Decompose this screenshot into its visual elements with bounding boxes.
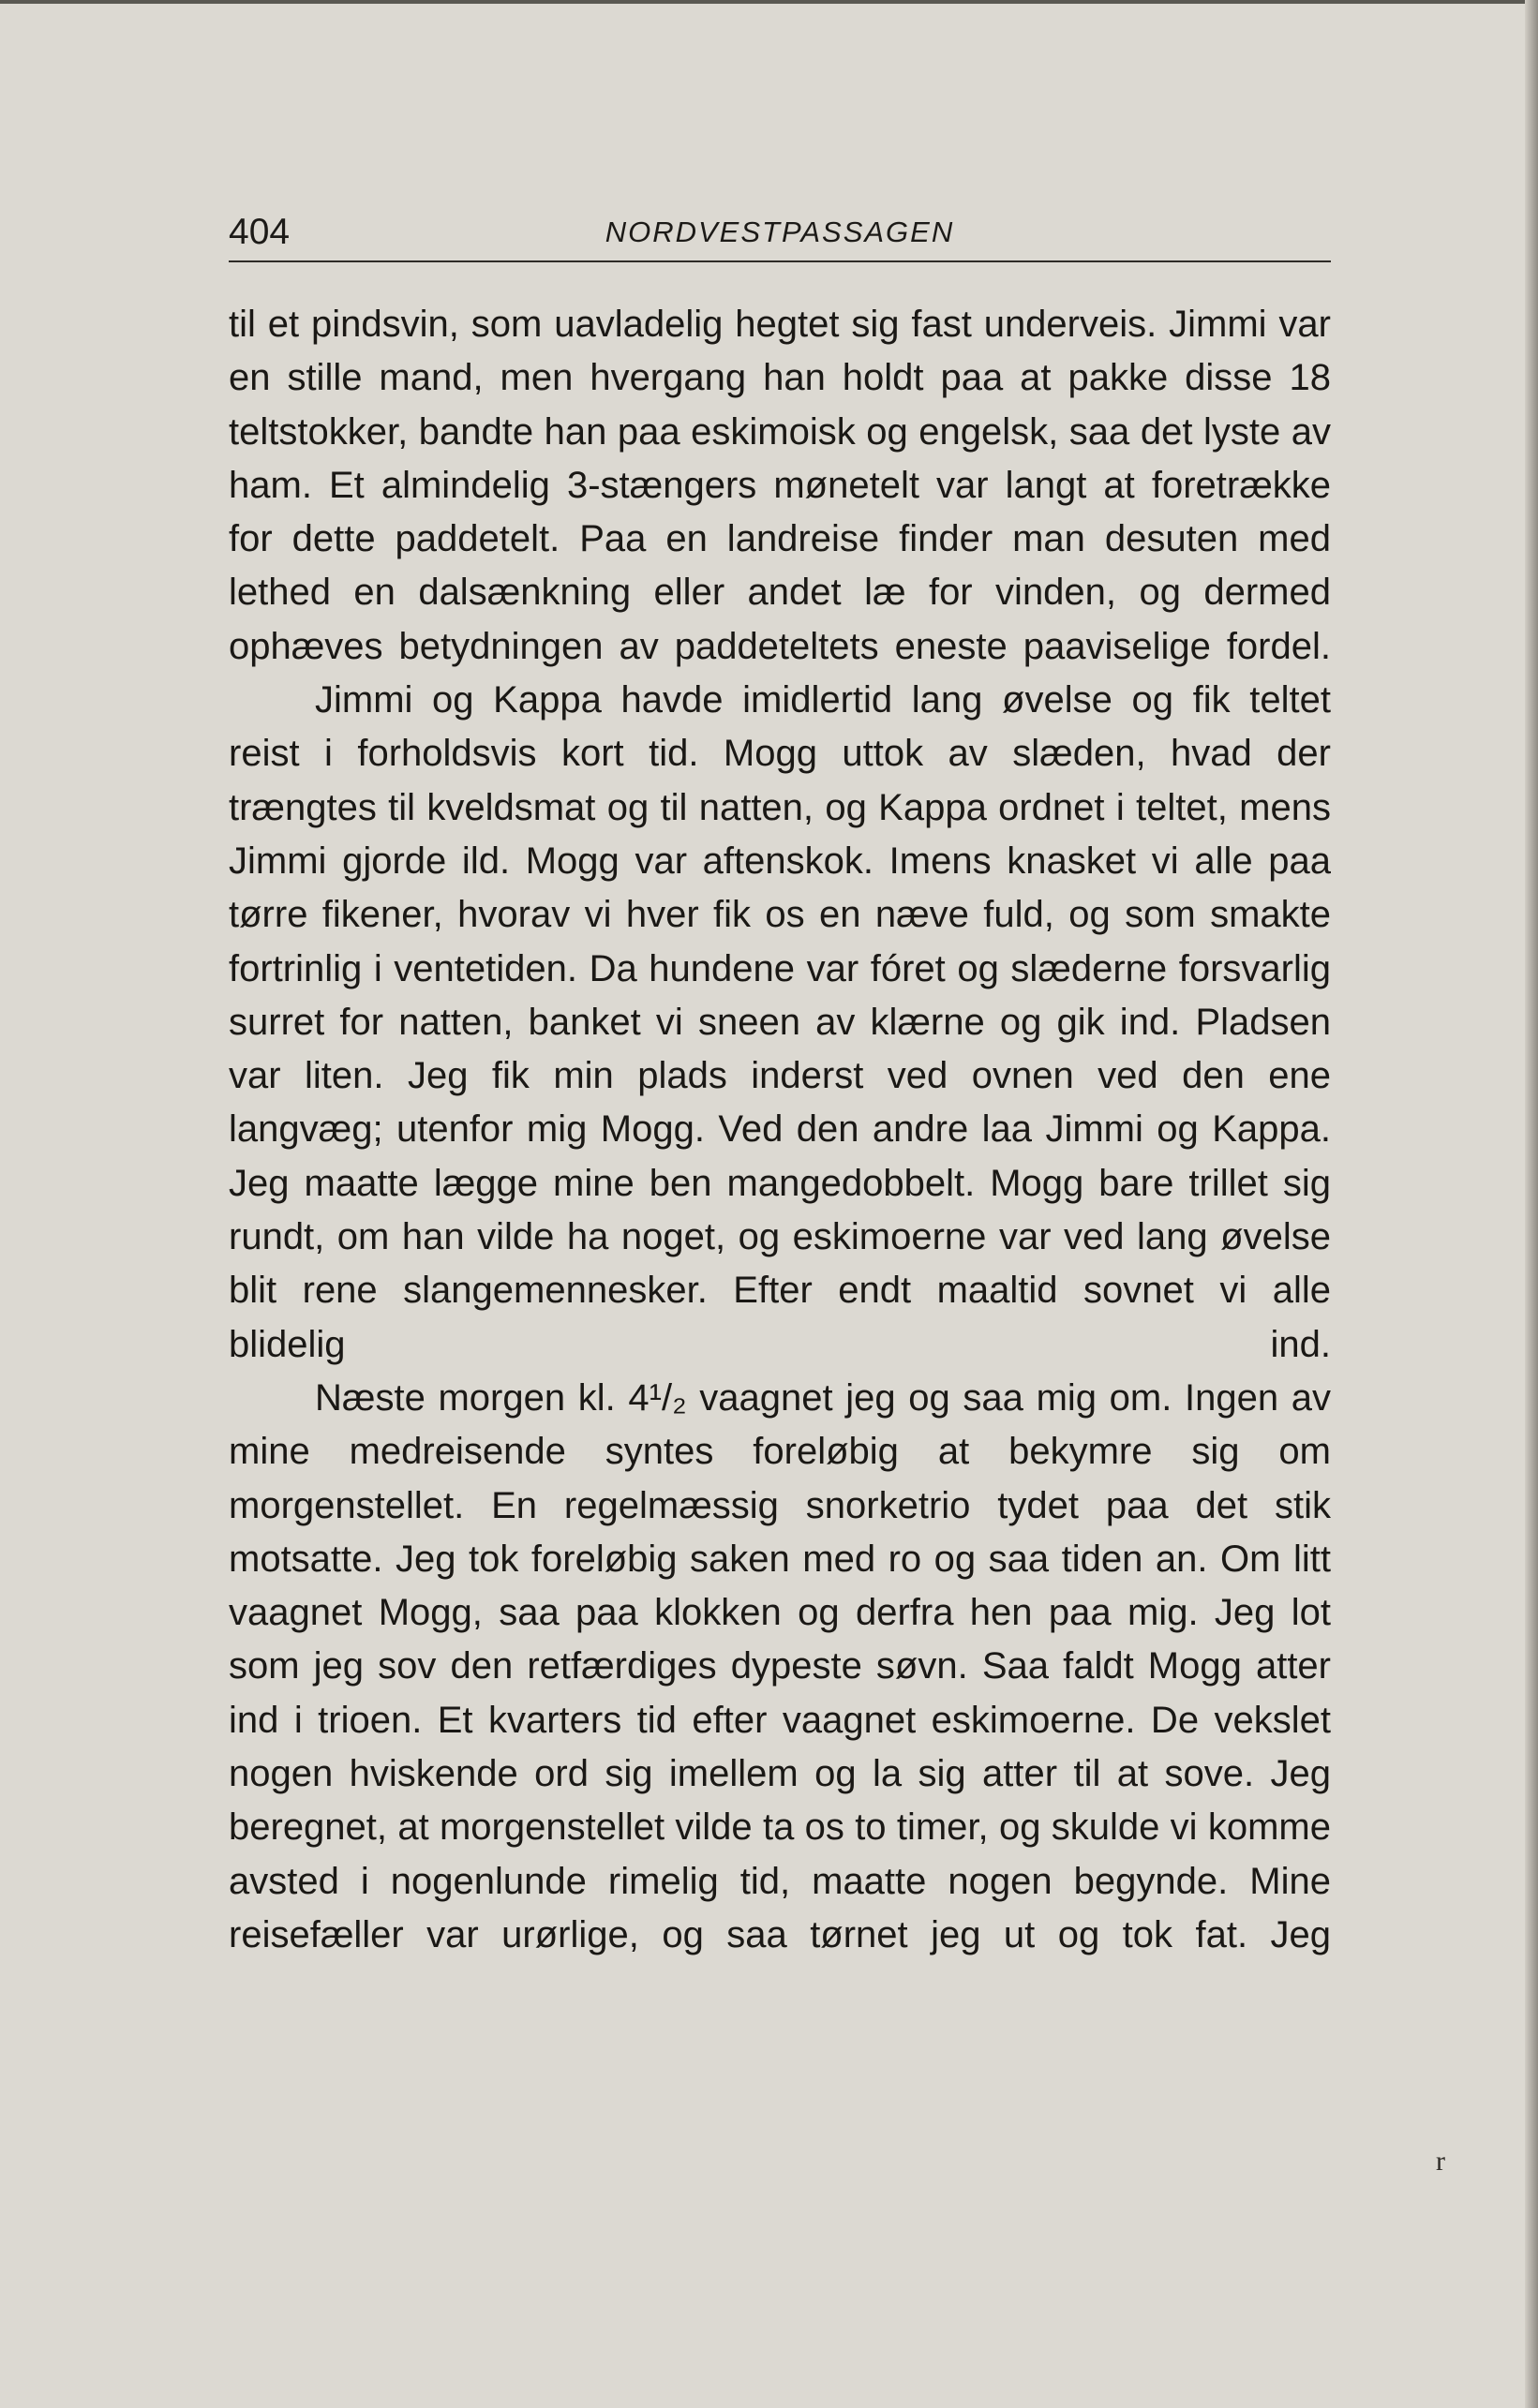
running-header	[229, 204, 1331, 262]
page-right-edge	[1525, 0, 1538, 2408]
running-title: NORDVESTPASSAGEN	[605, 216, 955, 248]
paragraph-1: til et pindsvin, som uavladelig hegtet sig fast underveis. Jimmi var en stille mand, men hvergang han holdt paa at pakke disse 18 teltstokker, bandte han paa eskimoisk og engelsk, saa det lyste av ham. Et almindelig 3-stængers mønetelt var langt at foretrække for dette paddetelt. Paa en landreise finder man desuten med lethed en dalsænkning eller andet læ for vinden, og dermed ophæves betydningen av paddeteltets eneste paaviselige fordel.	[229, 304, 1331, 667]
page-top-edge	[0, 0, 1538, 4]
margin-mark: r	[1436, 2146, 1445, 2177]
page-number: 404	[229, 212, 291, 252]
paragraph-2: Jimmi og Kappa havde imidlertid lang øvelse og fik teltet reist i forholdsvis kort tid. Mogg uttok av slæden, hvad der trængtes til kveldsmat og til natten, og Kappa ordnet i teltet, mens Jimmi gjorde ild. Mogg var aftenskok. Imens knasket vi alle paa tørre fikener, hvorav vi hver fik os en næve fuld, og som smakte fortrinlig i ventetiden. Da hundene var fóret og slæderne forsvarlig surret for natten, banket vi sneen av klærne og gik ind. Pladsen var liten. Jeg fik min plads inderst ved ovnen ved den ene langvæg; utenfor mig Mogg. Ved den andre laa Jimmi og Kappa. Jeg maatte lægge mine ben mangedobbelt. Mogg bare trillet sig rundt, om han vilde ha noget, og eskimoerne var ved lang øvelse blit rene slangemennesker. Efter endt maaltid sovnet vi alle blidelig ind.	[229, 679, 1331, 1365]
paragraph-3: Næste morgen kl. 4¹/₂ vaagnet jeg og saa mig om. Ingen av mine medreisende syntes foreløbig at bekymre sig om morgenstellet. En regelmæssig snorketrio tydet paa det stik motsatte. Jeg tok foreløbig saken med ro og saa tiden an. Om litt vaagnet Mogg, saa paa klokken og derfra hen paa mig. Jeg lot som jeg sov den retfærdiges dypeste søvn. Saa faldt Mogg atter ind i trioen. Et kvarters tid efter vaagnet eskimoerne. De vekslet nogen hviskende ord sig imellem og la sig atter til at sove. Jeg beregnet, at morgenstellet vilde ta os to timer, og skulde vi komme avsted i nogenlunde rimelig tid, maatte nogen begynde. Mine reisefæller var urørlige, og saa tørnet jeg ut og tok fat. Jeg	[229, 1376, 1331, 1955]
body-text	[229, 298, 1331, 1962]
